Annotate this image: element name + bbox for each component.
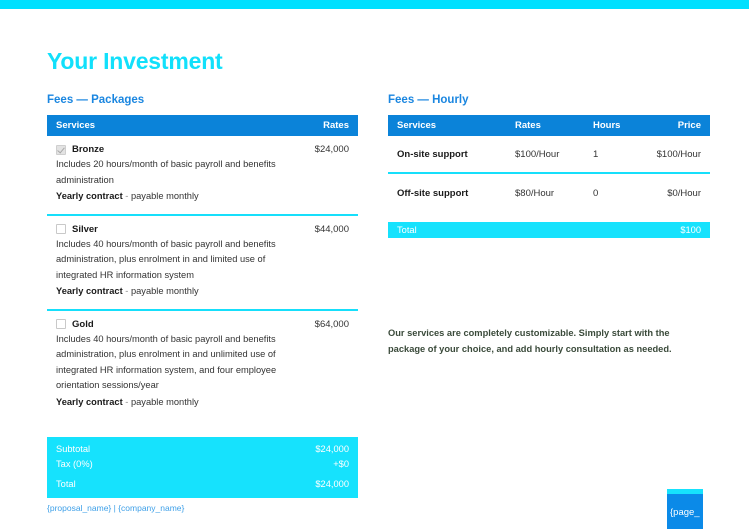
package-checkbox-silver[interactable] — [56, 224, 66, 234]
package-terms — [56, 395, 349, 411]
tax-label: Tax (0%) — [56, 459, 93, 469]
hourly-price: $100/Hour — [656, 148, 701, 160]
package-name: Gold — [72, 318, 94, 330]
page-number-text: {page_ — [670, 507, 700, 518]
total-value: $24,000 — [315, 479, 349, 489]
package-terms-rest: payable monthly — [130, 286, 199, 296]
hourly-service-name: On-site support — [397, 148, 468, 160]
package-terms-bold: Yearly contract — [56, 396, 123, 407]
tax-value: +$0 — [333, 459, 349, 469]
package-price: $64,000 — [314, 318, 349, 330]
hourly-rate: $100/Hour — [515, 148, 560, 160]
package-description: Includes 40 hours/month of basic payroll and benefits administration, plus enrolment in and limited use of integrated HR information system — [56, 238, 276, 280]
package-terms-bold: Yearly contract — [56, 191, 123, 201]
package-name-group — [56, 144, 104, 155]
packages-header-services: Services — [56, 120, 96, 131]
packages-section — [47, 94, 358, 498]
customization-note: Our services are completely customizable. Simply start with the package of your choice, and add hourly consultation as needed. — [388, 328, 672, 354]
subtotal-line — [56, 442, 349, 457]
package-terms-separator: - — [125, 191, 129, 201]
packages-header-rates: Rates — [323, 120, 349, 131]
hourly-total-label: Total — [397, 225, 417, 235]
table-row[interactable] — [47, 136, 358, 216]
package-name-group — [56, 224, 98, 235]
package-terms-separator: - — [125, 396, 129, 407]
hourly-table-header — [388, 115, 710, 136]
package-row-top — [56, 144, 349, 155]
subtotal-value: $24,000 — [315, 444, 349, 454]
hourly-header-services: Services — [397, 120, 437, 131]
hourly-hours[interactable]: 0 — [593, 187, 599, 199]
package-description: Includes 40 hours/month of basic payroll and benefits administration, plus enrolment in and unlimited use of integrated HR information system, and four employee orientation sessions/year — [56, 333, 277, 390]
package-checkbox-bronze[interactable] — [56, 145, 66, 155]
footer-text: {proposal_name} | {company_name} — [47, 503, 185, 513]
package-terms — [56, 189, 349, 205]
package-row-top — [56, 319, 349, 330]
hourly-total-value: $100 — [680, 225, 701, 235]
package-terms-rest: payable monthly — [130, 396, 199, 407]
package-checkbox-gold[interactable] — [56, 319, 66, 329]
package-terms-separator: - — [125, 286, 129, 296]
package-name: Bronze — [72, 144, 105, 155]
package-name-group — [56, 319, 94, 330]
hourly-section — [388, 94, 710, 357]
tax-line — [56, 457, 349, 472]
hourly-service-name: Off-site support — [397, 187, 469, 199]
hourly-rate: $80/Hour — [515, 187, 555, 199]
page-number-badge — [667, 489, 703, 529]
package-description: Includes 20 hours/month of basic payroll and benefits administration — [56, 159, 276, 185]
total-label: Total — [56, 479, 76, 489]
hourly-header-hours: Hours — [593, 120, 621, 131]
package-terms-bold: Yearly contract — [56, 286, 123, 296]
package-price: $24,000 — [314, 144, 349, 155]
total-line — [56, 477, 349, 492]
package-row-top — [56, 224, 349, 235]
table-row[interactable] — [47, 311, 358, 420]
package-price: $44,000 — [314, 223, 349, 235]
subtotal-label: Subtotal — [56, 444, 91, 454]
packages-section-title: Fees — Packages — [47, 94, 145, 106]
package-terms-rest: payable monthly — [130, 191, 199, 201]
hourly-total-bar — [388, 222, 710, 238]
package-terms — [56, 284, 349, 300]
package-name: Silver — [72, 223, 98, 235]
packages-totals — [47, 437, 358, 498]
hourly-header-rates: Rates — [515, 120, 541, 131]
top-accent-bar — [0, 0, 749, 9]
hourly-header-price: Price — [677, 120, 701, 131]
table-row[interactable] — [47, 216, 358, 311]
hourly-price: $0/Hour — [667, 187, 701, 199]
table-row[interactable] — [388, 136, 710, 174]
hourly-section-title: Fees — Hourly — [388, 94, 469, 106]
hourly-hours[interactable]: 1 — [593, 148, 599, 160]
page-title: Your Investment — [47, 48, 223, 74]
table-row[interactable] — [388, 174, 710, 212]
packages-table-header — [47, 115, 358, 136]
